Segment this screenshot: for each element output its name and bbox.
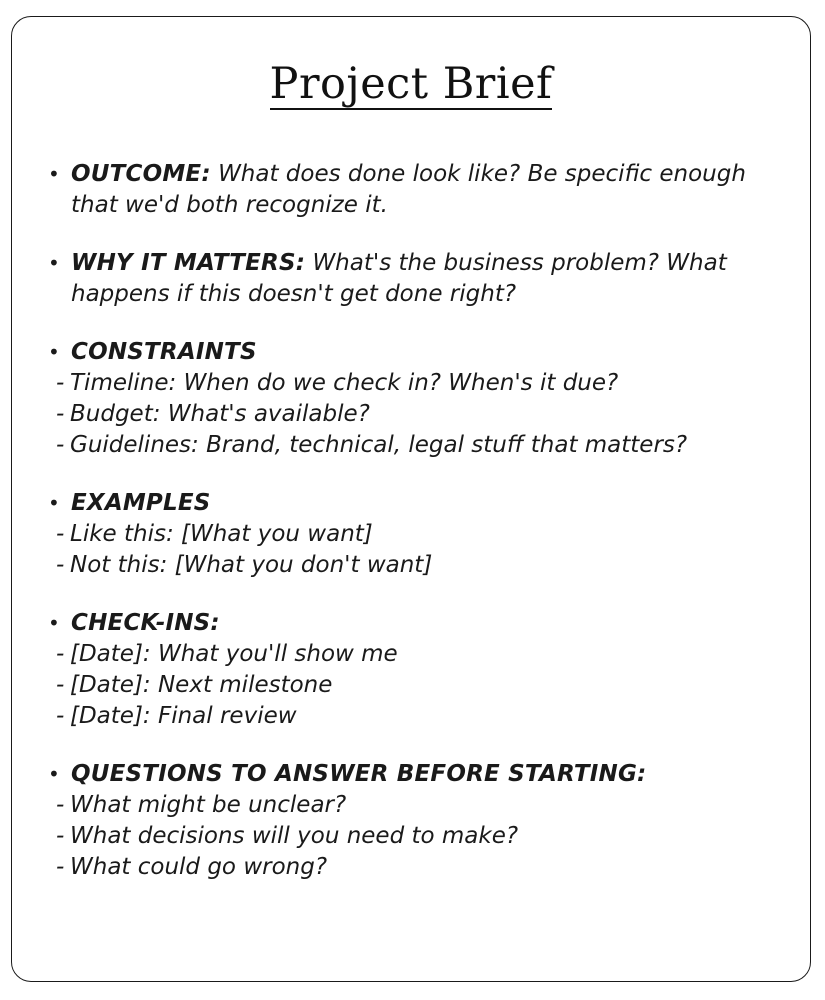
page-title-text: Project Brief (269, 59, 553, 109)
bullet-icon: • (48, 251, 60, 275)
constraints-list (56, 368, 784, 461)
examples-list (56, 519, 784, 581)
section-check-ins (44, 608, 784, 732)
section-why-it-matters (44, 248, 784, 310)
section-text: What does done look like? Be specific enough that we'd both recognize it. (71, 161, 746, 218)
list-item: - What decisions will you need to make? (56, 823, 519, 849)
section-heading: WHY IT MATTERS: (71, 250, 306, 276)
list-item: - Like this: [What you want] (56, 521, 373, 547)
questions-list (56, 790, 784, 883)
bullet-icon: • (48, 762, 60, 786)
section-heading: EXAMPLES (71, 490, 211, 516)
list-item: - Timeline: When do we check in? When's it due? (56, 370, 619, 396)
list-item: - [Date]: Final review (56, 703, 297, 729)
page-title (12, 59, 810, 110)
list-item: - Not this: [What you don't want] (56, 552, 433, 578)
brief-sections (44, 159, 784, 883)
project-brief-card (11, 16, 811, 982)
list-item: - Budget: What's available? (56, 401, 370, 427)
section-heading: QUESTIONS TO ANSWER BEFORE STARTING: (71, 761, 647, 787)
bullet-icon: • (48, 340, 60, 364)
section-heading: CHECK-INS: (71, 610, 220, 636)
list-item: - [Date]: Next milestone (56, 672, 333, 698)
list-item: - [Date]: What you'll show me (56, 641, 398, 667)
section-text: What's the business problem? What happens if this doesn't get done right? (71, 250, 727, 307)
bullet-icon: • (48, 611, 60, 635)
section-constraints (44, 337, 784, 461)
bullet-icon: • (48, 491, 60, 515)
bullet-icon: • (48, 162, 60, 186)
section-questions (44, 759, 784, 883)
check-ins-list (56, 639, 784, 732)
list-item: - What could go wrong? (56, 854, 328, 880)
list-item: - Guidelines: Brand, technical, legal stuff that matters? (56, 432, 688, 458)
section-examples (44, 488, 784, 581)
list-item: - What might be unclear? (56, 792, 347, 818)
section-heading: OUTCOME: (71, 161, 211, 187)
section-outcome (44, 159, 784, 221)
section-heading: CONSTRAINTS (71, 339, 257, 365)
